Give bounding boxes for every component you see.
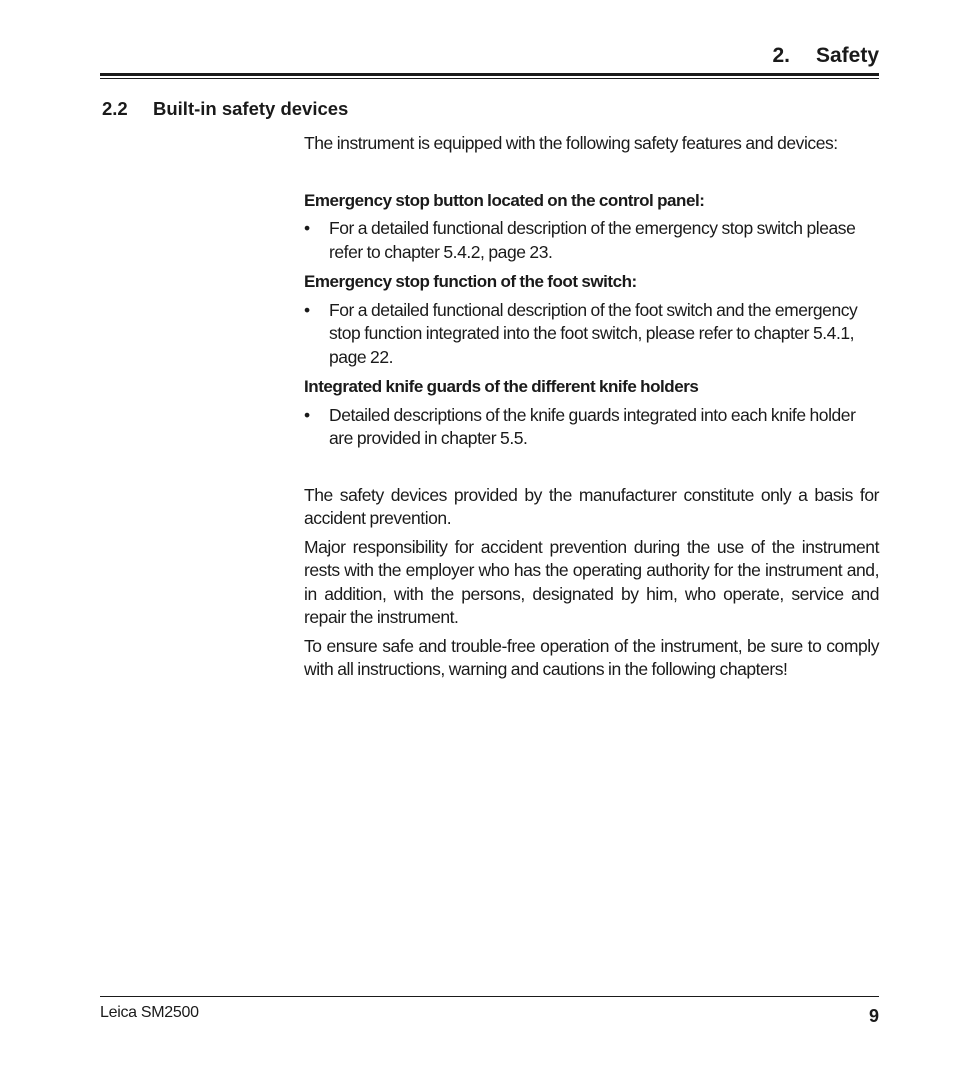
device-heading: Integrated knife guards of the different knife holders: [304, 377, 699, 396]
list-item: [304, 217, 879, 264]
bullet-icon: •: [304, 218, 310, 238]
footer-rule: [100, 996, 879, 997]
device-heading: Emergency stop button located on the control panel:: [304, 190, 705, 210]
section-number: 2.2: [102, 98, 128, 119]
intro-text: The instrument is equipped with the following safety features and devices:: [304, 133, 838, 153]
footer-product-name: Leica SM2500: [100, 1004, 199, 1021]
bullet-text: For a detailed functional description of the emergency stop switch please refer to chapter 5.4.2, page 23.: [329, 218, 856, 262]
body-paragraph: Major responsibility for accident prevention during the use of the instrument rests with the employer who has the operating authority for the instrument and, in addition, with the persons, designated by him, who operate, service and repair the instrument.: [304, 536, 879, 627]
chapter-title: Safety: [815, 44, 879, 67]
list-item: [304, 404, 879, 451]
bullet-icon: •: [304, 299, 310, 320]
page-number: 9: [868, 1006, 879, 1026]
header-rule: [100, 73, 879, 76]
bullet-icon: •: [304, 404, 310, 425]
chapter-number: 2.: [772, 44, 790, 67]
device-heading: Emergency stop function of the foot switch:: [304, 272, 637, 291]
bullet-text: For a detailed functional description of the foot switch and the emergency stop function integrated into the foot switch, please refer to chapter 5.4.1, page 22.: [329, 299, 858, 367]
section-title: Built-in safety devices: [153, 98, 349, 119]
body-paragraph: The safety devices provided by the manufacturer constitute only a basis for accident prevention.: [304, 484, 879, 528]
chapter-heading: [772, 44, 879, 68]
header-rule-thin: [100, 78, 879, 79]
list-item: [304, 299, 879, 370]
body-paragraph: To ensure safe and trouble-free operation of the instrument, be sure to comply with all instructions, warning and cautions in the following chapters!: [304, 635, 879, 679]
page-header: [100, 44, 879, 72]
main-content: [304, 132, 879, 687]
bullet-text: Detailed descriptions of the knife guards integrated into each knife holder are provided in chapter 5.5.: [329, 404, 856, 448]
